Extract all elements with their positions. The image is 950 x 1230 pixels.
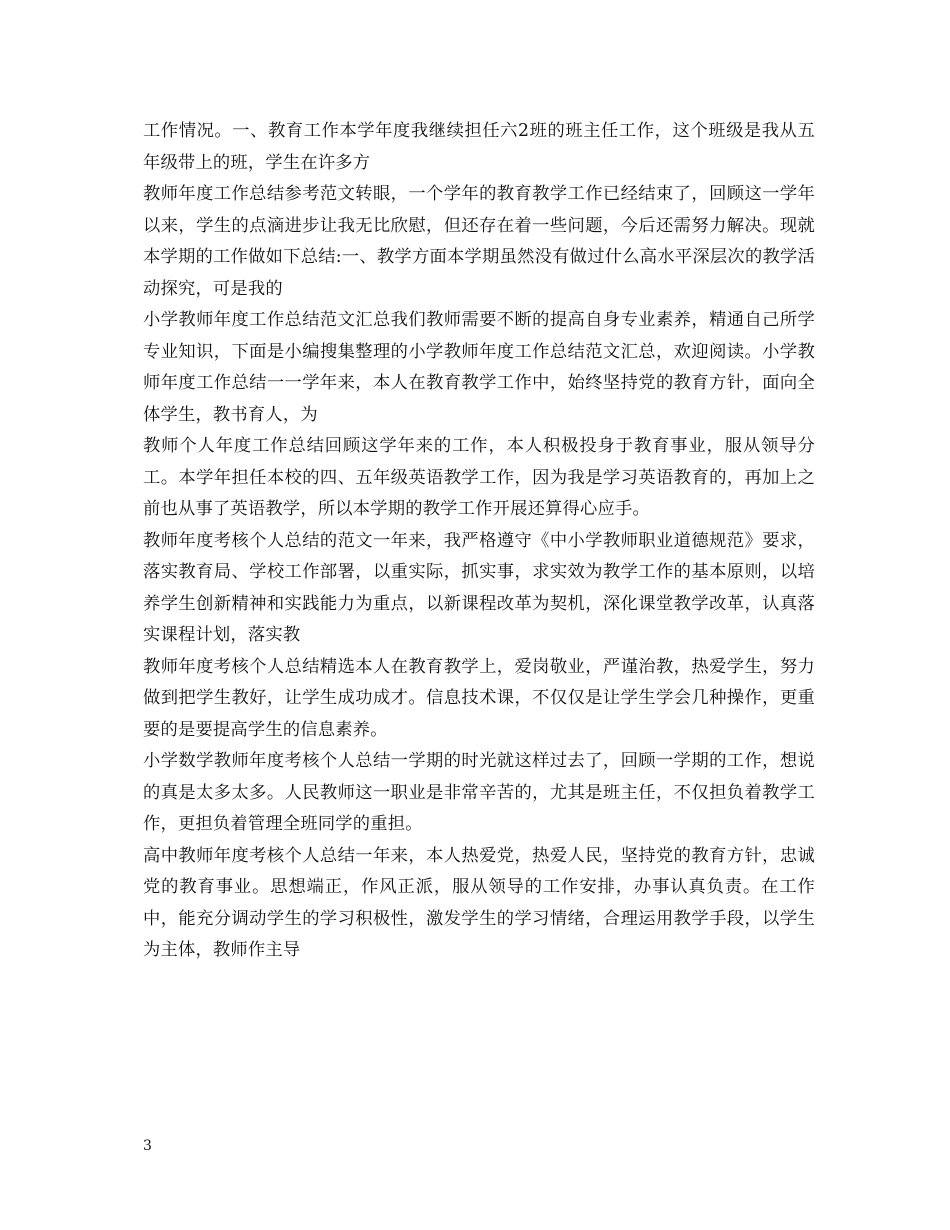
paragraph: 教师年度考核个人总结精选本人在教育教学上，爱岗敬业，严谨治教，热爱学生，努力做到把学生教好，让学生成功成才。信息技术课，不仅仅是让学生学会几种操作，更重要的是要提高学生的信息素养。 — [143, 656, 815, 740]
paragraph: 教师年度工作总结参考范文转眼，一个学年的教育教学工作已经结束了，回顾这一学年以来，学生的点滴进步让我无比欣慰，但还存在着一些问题，今后还需努力解决。现就本学期的工作做如下总结:一、教学方面本学期虽然没有做过什么高水平深层次的教学活动探究，可是我的 — [143, 184, 815, 299]
paragraph: 小学数学教师年度考核个人总结一学期的时光就这样过去了，回顾一学期的工作，想说的真是太多太多。人民教师这一职业是非常辛苦的，尤其是班主任，不仅担负着教学工作，更担负着管理全班同学的重担。 — [143, 751, 815, 834]
paragraph: 小学教师年度工作总结范文汇总我们教师需要不断的提高自身专业素养，精通自己所学专业知识，下面是小编搜集整理的小学教师年度工作总结范文汇总，欢迎阅读。小学教师年度工作总结一一学年来，本人在教育教学工作中，始终坚持党的教育方针，面向全体学生，教书育人，为 — [143, 310, 815, 425]
paragraph: 教师年度考核个人总结的范文一年来，我严格遵守《中小学教师职业道德规范》要求，落实教育局、学校工作部署，以重实际，抓实事，求实效为教学工作的基本原则，以培养学生创新精神和实践能力为重点，以新课程改革为契机，深化课堂教学改革，认真落实课程计划，落实教 — [143, 530, 815, 645]
paragraph: 教师个人年度工作总结回顾这学年来的工作，本人积极投身于教育事业，服从领导分工。本学年担任本校的四、五年级英语教学工作，因为我是学习英语教育的，再加上之前也从事了英语教学，所以本学期的教学工作开展还算得心应手。 — [143, 436, 815, 519]
paragraph: 高中教师年度考核个人总结一年来，本人热爱党，热爱人民，坚持党的教育方针，忠诚党的教育事业。思想端正，作风正派，服从领导的工作安排，办事认真负责。在工作中，能充分调动学生的学习积极性，激发学生的学习情绪，合理运用教学手段，以学生为主体，教师作主导 — [143, 845, 815, 960]
paragraph: 工作情况。一、教育工作本学年度我继续担任六2班的班主任工作，这个班级是我从五年级带上的班，学生在许多方 — [143, 121, 815, 173]
page-number: 3 — [143, 1138, 152, 1154]
document-body — [143, 116, 815, 967]
